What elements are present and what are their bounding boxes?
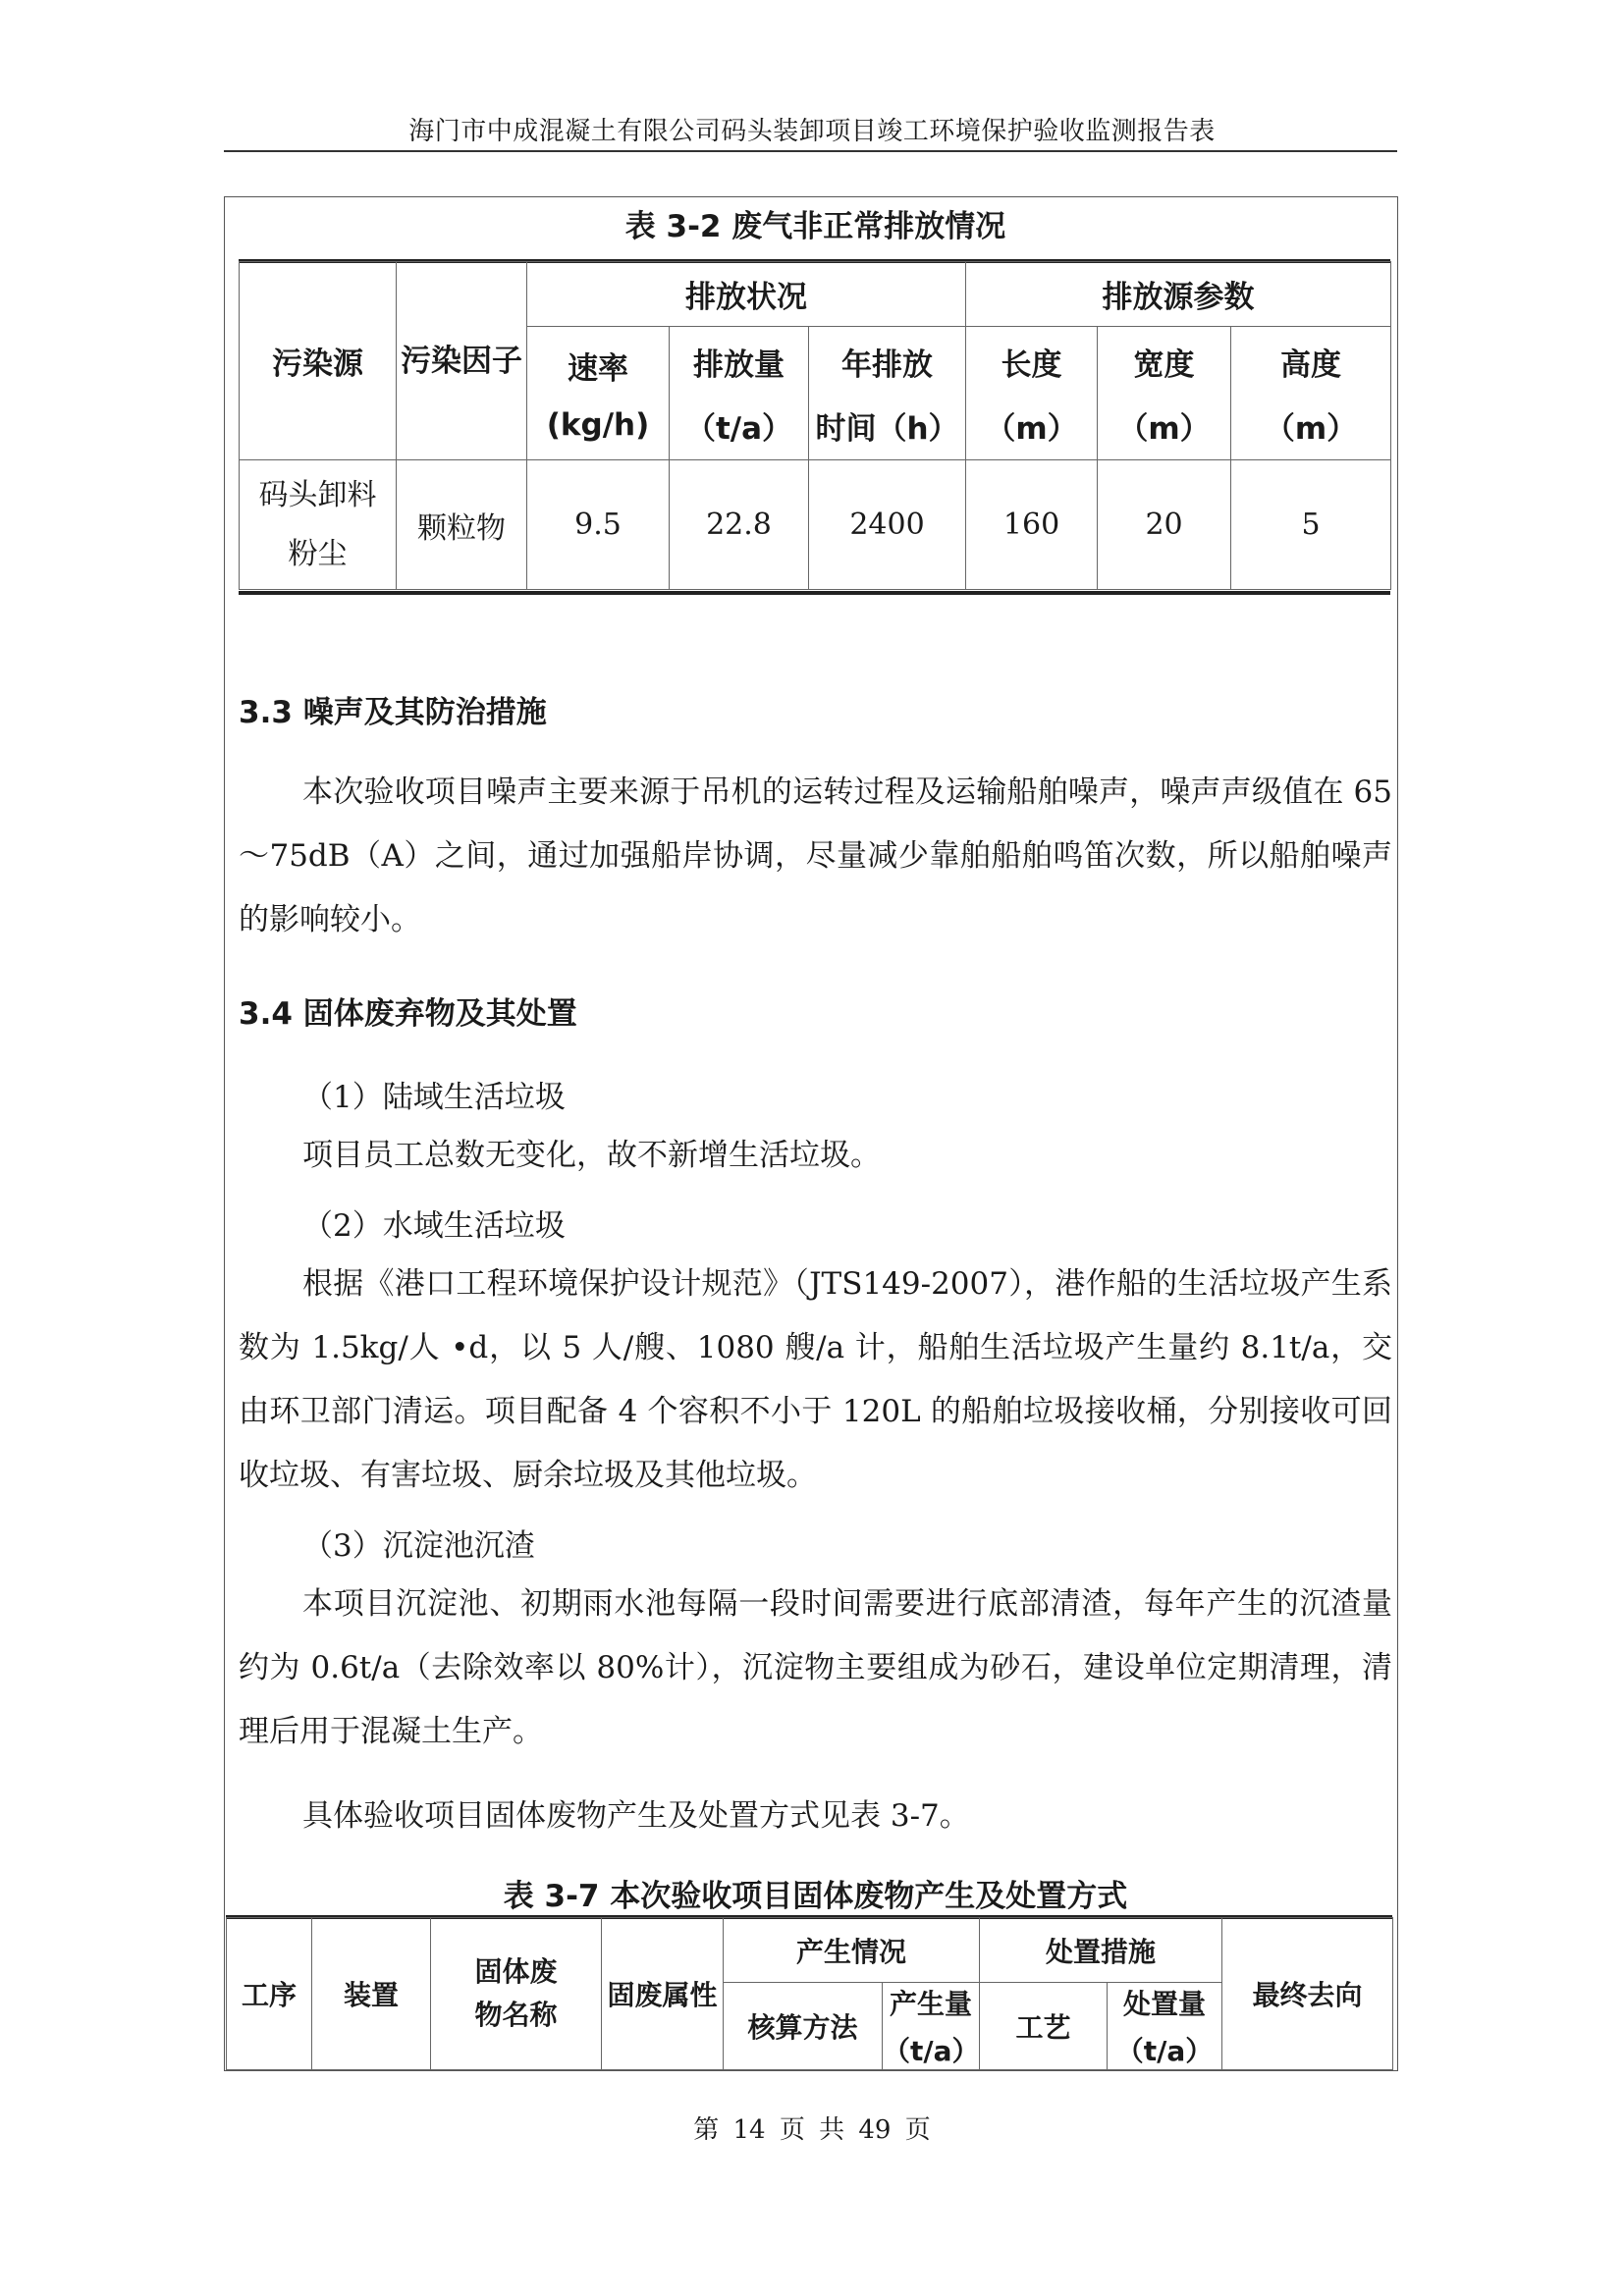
section-3-3-heading: 3.3 噪声及其防治措施 — [239, 695, 547, 730]
cell-source: 码头卸料粉尘 — [240, 460, 397, 590]
disposal-amount-label: 处置量 — [1123, 1988, 1207, 2020]
table-3-2-bottom-rule — [239, 591, 1390, 595]
item-3-heading: （3）沉淀池沉渣 — [302, 1528, 535, 1564]
table-3-2 — [239, 261, 1391, 590]
cell-rate: 9.5 — [527, 460, 670, 590]
cell-length: 160 — [966, 460, 1098, 590]
height-label: 高度 — [1280, 347, 1342, 383]
length-label: 长度 — [1001, 347, 1062, 383]
amount-label: 产生量 — [890, 1988, 973, 2020]
item-2-heading: （2）水域生活垃圾 — [302, 1208, 566, 1244]
col-header-attribute: 固废属性 — [602, 1918, 724, 2070]
rate-unit: (kg/h) — [546, 407, 650, 443]
item-2-paragraph: 根据《港口工程环境保护设计规范》（JTS149-2007），港作船的生活垃圾产生系数为 1.5kg/人 •d，以 5 人/艘、1080 艘/a 计，船舶生活垃圾产生量约 8.1t/a，交由环卫部门清运。项目配备 4 个容积不小于 120L 的船舶垃圾接收桶，分别接收可回收垃圾、有害垃圾、厨余垃圾及其他垃圾。 — [239, 1266, 1392, 1493]
time-unit: 时间（h） — [815, 410, 959, 447]
item-3-paragraph: 本项目沉淀池、初期雨水池每隔一段时间需要进行底部清渣，每年产生的沉渣量约为 0.6t/a（去除效率以 80%计），沉淀物主要组成为砂石，建设单位定期清理，清理后用于混凝土生产。 — [239, 1586, 1392, 1749]
item-1-paragraph: 项目员工总数无变化，故不新增生活垃圾。 — [302, 1138, 881, 1173]
time-label: 年排放 — [841, 347, 934, 383]
table-3-2-caption: 表 3-2 废气非正常排放情况 — [624, 209, 1006, 244]
width-unit: （m） — [1117, 410, 1211, 447]
sub-header-width — [1098, 327, 1231, 460]
cell-height: 5 — [1231, 460, 1391, 590]
table-3-7 — [226, 1917, 1393, 2070]
cell-time: 2400 — [809, 460, 966, 590]
page-number: 第 14 页 共 49 页 — [693, 2115, 931, 2145]
table-3-7-caption: 表 3-7 本次验收项目固体废物产生及处置方式 — [503, 1879, 1128, 1914]
document-header-title: 海门市中成混凝土有限公司码头装卸项目竣工环境保护验收监测报告表 — [408, 117, 1216, 146]
sub-header-rate — [527, 327, 670, 460]
sub-header-length — [966, 327, 1098, 460]
rate-label: 速率 — [568, 351, 628, 387]
amount-unit: （t/a） — [684, 410, 793, 447]
col-header-source: 污染源 — [240, 262, 397, 460]
sub-header-method: 核算方法 — [724, 1983, 883, 2070]
sub-header-height — [1231, 327, 1391, 460]
height-unit: （m） — [1264, 410, 1358, 447]
sub-header-amount — [670, 327, 809, 460]
cell-amount: 22.8 — [670, 460, 809, 590]
col-header-final-destination: 最终去向 — [1222, 1918, 1393, 2070]
length-unit: （m） — [985, 410, 1078, 447]
sub-header-craft: 工艺 — [980, 1983, 1108, 2070]
col-header-factor: 污染因子 — [397, 262, 527, 460]
header-rule — [224, 150, 1397, 152]
sub-header-time — [809, 327, 966, 460]
amount-label: 排放量 — [693, 347, 785, 383]
cell-width: 20 — [1098, 460, 1231, 590]
group-header-generation: 产生情况 — [724, 1918, 980, 1983]
group-header-status: 排放状况 — [527, 262, 966, 327]
table-row — [240, 460, 1391, 590]
sub-header-amount — [883, 1983, 980, 2070]
disposal-amount-unit: （t/a） — [1115, 2035, 1214, 2067]
section-3-4-heading: 3.4 固体废弃物及其处置 — [239, 996, 577, 1032]
amount-unit: （t/a） — [883, 2035, 980, 2067]
item-1-heading: （1）陆域生活垃圾 — [302, 1080, 566, 1115]
cell-factor: 颗粒物 — [397, 460, 527, 590]
sub-header-disposal-amount — [1108, 1983, 1222, 2070]
section-3-3-paragraph: 本次验收项目噪声主要来源于吊机的运转过程及运输船舶噪声，噪声声级值在 65～75dB（A）之间，通过加强船岸协调，尽量减少靠舶船舶鸣笛次数，所以船舶噪声的影响较小。 — [239, 774, 1392, 937]
table-reference-paragraph: 具体验收项目固体废物产生及处置方式见表 3-7。 — [302, 1798, 970, 1834]
col-header-waste-name: 固体废物名称 — [431, 1918, 602, 2070]
col-header-device: 装置 — [312, 1918, 431, 2070]
group-header-params: 排放源参数 — [966, 262, 1391, 327]
group-header-disposal: 处置措施 — [980, 1918, 1222, 1983]
width-label: 宽度 — [1133, 347, 1195, 383]
col-header-process: 工序 — [227, 1918, 312, 2070]
